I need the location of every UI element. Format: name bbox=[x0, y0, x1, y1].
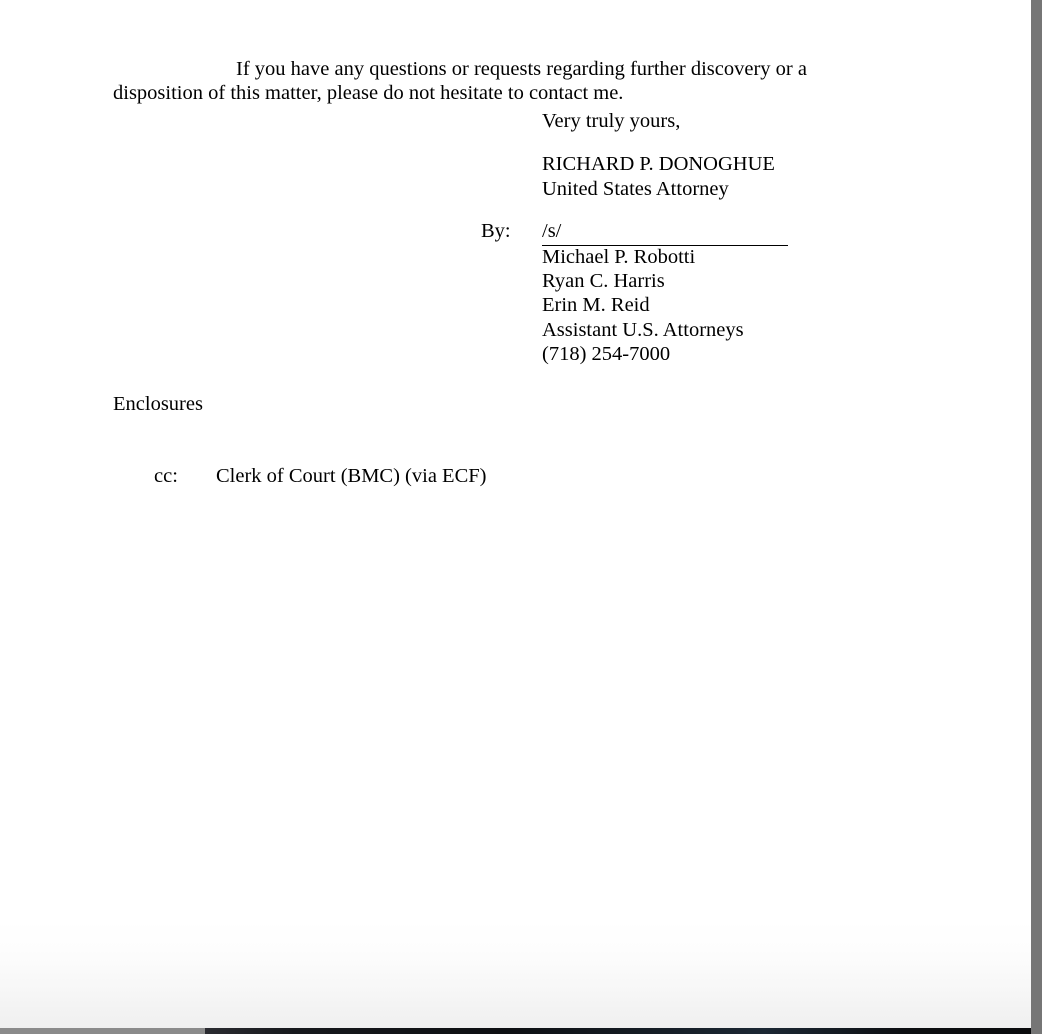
signing-attorney-title: United States Attorney bbox=[542, 178, 729, 200]
signer-line: Erin M. Reid bbox=[542, 294, 650, 316]
by-label: By: bbox=[481, 220, 511, 242]
enclosures-label: Enclosures bbox=[113, 393, 203, 415]
viewer-right-gutter bbox=[1031, 0, 1042, 1034]
signature-line: /s/ bbox=[542, 219, 788, 246]
signer-line: Michael P. Robotti bbox=[542, 246, 696, 268]
valediction: Very truly yours, bbox=[542, 110, 681, 132]
cc-label: cc: bbox=[154, 465, 178, 488]
signer-line: Ryan C. Harris bbox=[542, 270, 665, 292]
cc-recipient: Clerk of Court (BMC) (via ECF) bbox=[216, 465, 487, 488]
signer-phone-line: (718) 254-7000 bbox=[542, 343, 671, 365]
signer-title-line: Assistant U.S. Attorneys bbox=[542, 319, 744, 341]
cc-row bbox=[113, 440, 486, 513]
closing-paragraph: If you have any questions or requests regarding further discovery or a disposition of this matter, please do not hesitate to contact me. bbox=[113, 57, 807, 104]
window-bottom-edge-dark bbox=[205, 1028, 1031, 1034]
window-bottom-edge-left bbox=[0, 1028, 205, 1034]
signing-attorney-name: RICHARD P. DONOGHUE bbox=[542, 153, 775, 175]
